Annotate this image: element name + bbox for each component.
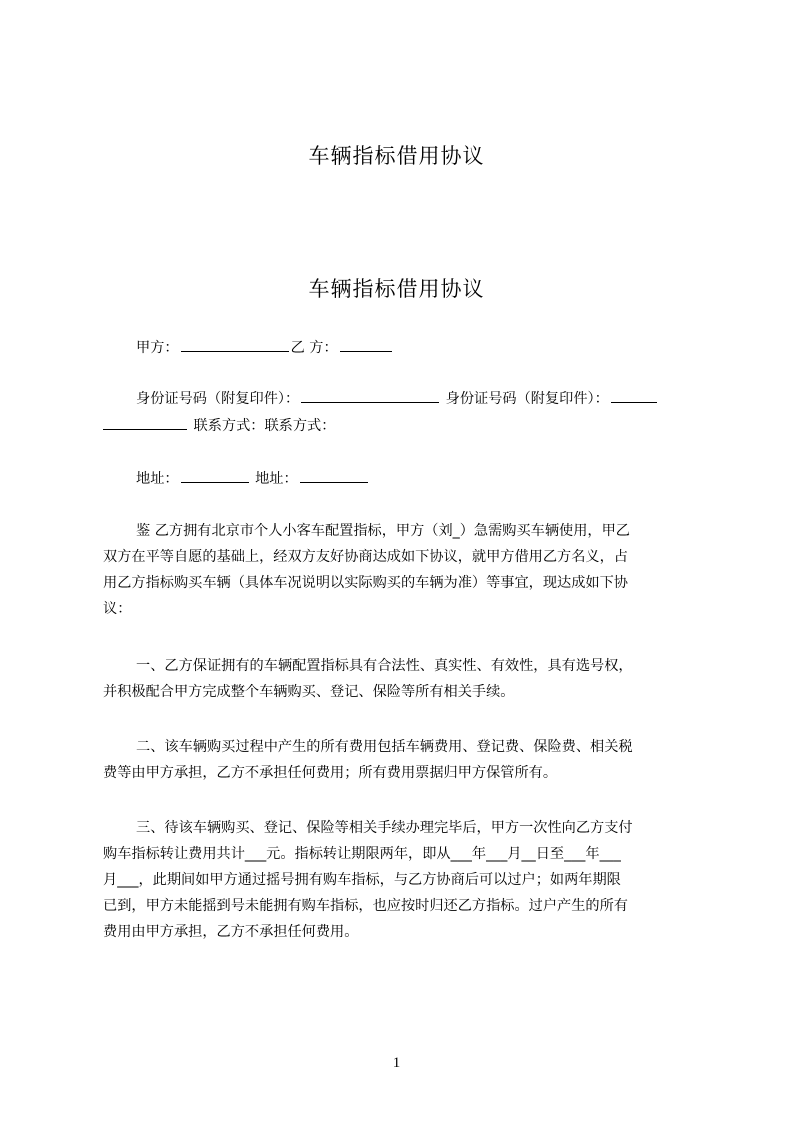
party-b-id-blank[interactable] <box>611 388 657 403</box>
clause-line: 并积极配合甲方完成整个车辆购买、登记、保险等所有相关手续。 <box>103 684 515 700</box>
clause-line: 已到，甲方未能摇到号未能拥有购车指标，也应按时归还乙方指标。过户产生的所有 <box>103 898 628 914</box>
party-b-blank[interactable] <box>340 337 392 352</box>
clause-line: 费用由甲方承担，乙方不承担任何费用。 <box>103 924 359 940</box>
clause-3 <box>103 815 699 945</box>
preamble-paragraph <box>103 518 699 622</box>
party-a-id-blank[interactable] <box>301 388 439 403</box>
address-b-label: 地址： <box>255 471 298 487</box>
address-a-blank[interactable] <box>181 468 249 483</box>
party-a-blank[interactable] <box>181 337 289 352</box>
party-a-id-label: 身份证号码（附复印件）： <box>136 391 300 407</box>
party-b-id-blank-cont[interactable] <box>103 415 187 430</box>
address-line <box>103 468 736 489</box>
clause-line: 三、待该车辆购买、登记、保险等相关手续办理完毕后，甲方一次性向乙方支付 <box>136 820 633 836</box>
cover-title: 车辆指标借用协议 <box>308 144 485 168</box>
clause-line: 月___，此期间如甲方通过摇号拥有购车指标，与乙方协商后可以过户；如两年期限 <box>103 872 621 888</box>
clause-line: 一、乙方保证拥有的车辆配置指标具有合法性、真实性、有效性，具有选号权， <box>136 658 633 674</box>
preamble-line: 用乙方指标购买车辆（具体车况说明以实际购买的车辆为准）等事宜，现达成如下协 <box>103 575 628 591</box>
clause-line: 购车指标转让费用共计___元。指标转让期限两年，即从___年___月__日至___年___ <box>103 846 621 862</box>
clause-2 <box>103 734 699 786</box>
clause-1 <box>103 653 699 705</box>
party-b-label: 乙 方： <box>290 340 338 356</box>
document-title: 车辆指标借用协议 <box>308 277 485 301</box>
party-a-label: 甲方： <box>136 340 179 356</box>
clause-line: 费等由甲方承担，乙方不承担任何费用；所有费用票据归甲方保管所有。 <box>103 765 558 781</box>
contact-line <box>103 415 703 436</box>
preamble-line: 鉴 乙方拥有北京市个人小客车配置指标，甲方（刘_）急需购买车辆使用，甲乙 <box>136 523 630 539</box>
address-b-blank[interactable] <box>300 468 368 483</box>
preamble-line: 议： <box>103 601 132 617</box>
party-b-id-label: 身份证号码（附复印件）： <box>445 391 609 407</box>
preamble-line: 双方在平等自愿的基础上，经双方友好协商达成如下协议，就甲方借用乙方名义，占 <box>103 549 628 565</box>
address-a-label: 地址： <box>136 471 179 487</box>
page-number: 1 <box>392 1055 401 1071</box>
contact-a-label: 联系方式： <box>193 418 265 434</box>
clause-line: 二、该车辆购买过程中产生的所有费用包括车辆费用、登记费、保险费、相关税 <box>136 739 633 755</box>
parties-line <box>103 337 736 358</box>
id-line <box>103 388 736 409</box>
contact-b-label: 联系方式： <box>264 418 336 434</box>
